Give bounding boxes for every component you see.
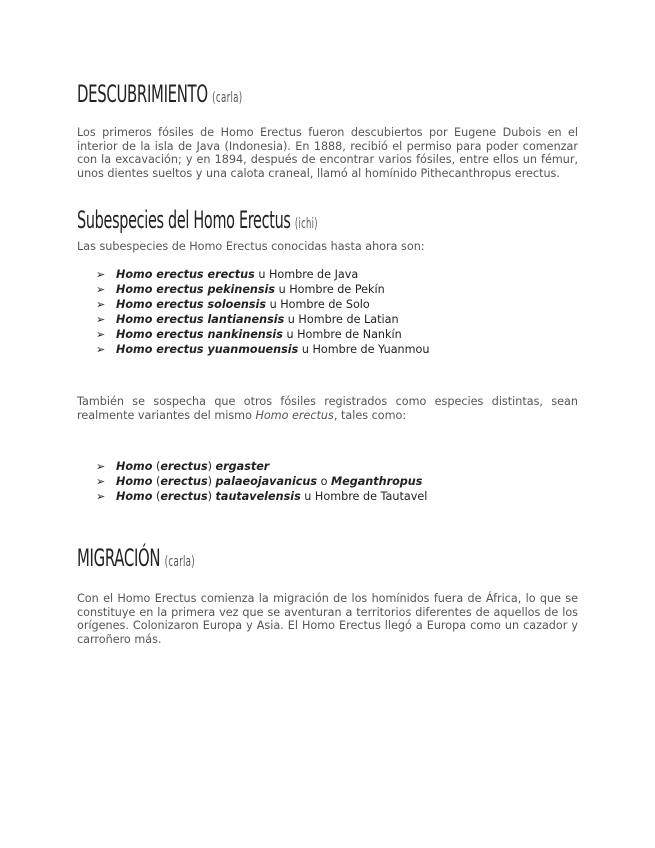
heading-subespecies-author: (ichi): [294, 216, 318, 232]
heading-subespecies-title: Subespecies del Homo Erectus: [77, 206, 291, 234]
heading-descubrimiento: [77, 80, 388, 108]
heading-descubrimiento-title: DESCUBRIMIENTO: [77, 80, 208, 108]
species-name: Homo erectus pekinensis: [116, 283, 276, 296]
species-common-name: u Hombre de Solo: [266, 298, 370, 311]
species-name: Homo erectus yuanmouensis: [116, 343, 299, 356]
list-item: [77, 282, 578, 297]
arrow-bullet-icon: ➢: [96, 460, 106, 473]
arrow-bullet-icon: ➢: [96, 298, 106, 311]
heading-descubrimiento-author: (carla): [212, 90, 243, 106]
variants-text-italic: Homo erectus: [255, 408, 334, 422]
list-item: [77, 327, 578, 342]
species-common-name: u Hombre de Yuanmou: [298, 343, 430, 356]
species-common-name: u Hombre de Java: [254, 268, 359, 281]
variants-list: [77, 459, 578, 504]
species-name: Homo erectus soloensis: [116, 298, 267, 311]
paragraph-descubrimiento: Los primeros fósiles de Homo Erectus fueron descubiertos por Eugene Dubois en el interior de la isla de Java (Indonesia). En 1888, recibió el permiso para poder comenzar con la excavación; y en 1894, después de encontrar varios fósiles, entre ellos un fémur, unos dientes sueltos y una calota craneal, llamó al homínido Pithecanthropus erectus.: [77, 126, 578, 180]
list-item: [77, 474, 578, 489]
species-name: Homo erectus lantianensis: [116, 313, 285, 326]
paragraph-subespecies-variants: [77, 395, 578, 422]
heading-descubrimiento-wrap: [77, 80, 578, 110]
arrow-bullet-icon: ➢: [96, 328, 106, 341]
heading-subespecies: [77, 206, 378, 234]
heading-migracion-author: (carla): [164, 554, 196, 570]
paren-open: (: [152, 460, 161, 473]
species-common-name: u Hombre de Pekín: [275, 283, 385, 296]
subspecies: palaeojavanicus: [215, 475, 318, 488]
genus: Homo: [116, 490, 153, 503]
subspecies: ergaster: [215, 460, 270, 473]
paren-close: ): [207, 475, 216, 488]
subspecies: tautavelensis: [215, 490, 301, 503]
paragraph-migracion: Con el Homo Erectus comienza la migración de los homínidos fuera de África, lo que se constituye en la primera vez que se aventuran a territorios diferentes de aquellos de los orígenes. Colonizaron Europa y Asia. El Homo Erectus llegó a Europa como un cazador y carroñero más.: [77, 592, 578, 646]
species-name: Homo erectus erectus: [116, 268, 255, 281]
connector: o: [317, 475, 332, 488]
arrow-bullet-icon: ➢: [96, 475, 106, 488]
arrow-bullet-icon: ➢: [96, 283, 106, 296]
variants-text-after: , tales como:: [333, 408, 407, 422]
species-name: Homo erectus nankinensis: [116, 328, 283, 341]
arrow-bullet-icon: ➢: [96, 313, 106, 326]
list-item: [77, 297, 578, 312]
heading-migracion: [77, 544, 388, 572]
species-common-name: u Hombre de Latian: [284, 313, 399, 326]
arrow-bullet-icon: ➢: [96, 490, 106, 503]
genus: Homo: [116, 460, 153, 473]
list-item: [77, 489, 578, 504]
alternate-name: Meganthropus: [331, 475, 423, 488]
heading-subespecies-wrap: [77, 206, 578, 236]
species: erectus: [160, 475, 208, 488]
paren-open: (: [152, 475, 161, 488]
species: erectus: [160, 490, 208, 503]
species: erectus: [160, 460, 208, 473]
species-common-name: u Hombre de Nankín: [282, 328, 402, 341]
subspecies-list: [77, 267, 578, 357]
paren-close: ): [207, 460, 216, 473]
genus: Homo: [116, 475, 153, 488]
heading-migracion-wrap: [77, 544, 578, 574]
list-item: [77, 342, 578, 357]
common-name: u Hombre de Tautavel: [300, 490, 428, 503]
arrow-bullet-icon: ➢: [96, 268, 106, 281]
list-item: [77, 267, 578, 282]
list-item: [77, 312, 578, 327]
arrow-bullet-icon: ➢: [96, 343, 106, 356]
paren-close: ): [207, 490, 216, 503]
list-item: [77, 459, 578, 474]
variants-text-before: También se sospecha que otros fósiles registrados como especies distintas, sean realmente variantes del mismo: [77, 395, 578, 422]
paragraph-subespecies-intro: Las subespecies de Homo Erectus conocidas hasta ahora son:: [77, 240, 425, 253]
paren-open: (: [152, 490, 161, 503]
heading-migracion-title: MIGRACIÓN: [77, 544, 161, 572]
